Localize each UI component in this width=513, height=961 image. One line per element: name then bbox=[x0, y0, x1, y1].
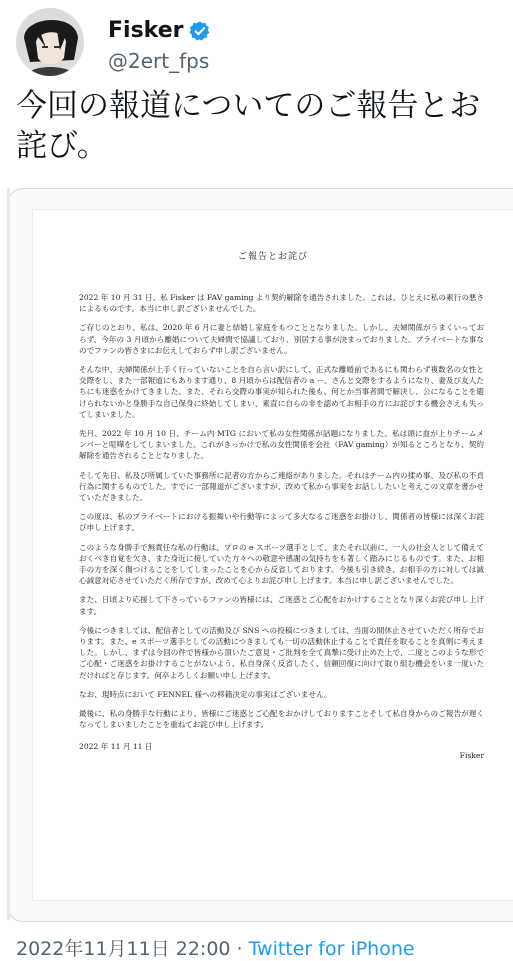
avatar-illustration-icon bbox=[16, 8, 84, 76]
document-date: 2022 年 11 月 11 日 bbox=[79, 741, 153, 751]
avatar[interactable] bbox=[16, 8, 84, 76]
document-title: ご報告とお詫び bbox=[237, 252, 308, 262]
document-paragraph: 先月、2022 年 10 月 10 日、チーム内 MTG において私の女性関係が話題になりました。私は頭に血が上りチームメンバーと喧嘩をしてしまいました。これがきっかけで私の女性関係を会社（FAV gaming）が知るところとなり、契約解除を通告されることとなりました。 bbox=[79, 429, 484, 461]
display-name-row[interactable] bbox=[108, 18, 211, 43]
tweet-source-link[interactable]: Twitter for iPhone bbox=[248, 938, 415, 960]
document-paragraph: 最後に、私の身勝手な行動により、皆様にご迷惑とご心配をおかけしておりますことそして私自身からのご報告が遅くなってしまいましたことを重ねてお詫び申し上げます。 bbox=[79, 709, 484, 730]
meta-separator: · bbox=[236, 938, 243, 960]
document-paragraph: また、日頃より応援して下さっているファンの皆様には、ご迷惑とご心配をおかけすることとなり深くお詫び申し上げます。 bbox=[79, 595, 484, 616]
tweet-text: 今回の報道についてのご報告とお詫び。 bbox=[16, 88, 481, 164]
document-paragraph: ご存じのとおり、私は、2020 年 6 月に妻と結婚し家庭をもつこととなりました。しかし、夫婦関係がうまくいっておらず、今年の 3 月頃から離婚について夫婦間で協議しており、別居する事が決まっておりました。プライベートな事なのでファンの皆さまにお伝えしておらず申し訳ございません。 bbox=[79, 323, 484, 355]
document-paragraph: そして先日、私及び所属していた事務所に記者の方からご連絡がありました。それはチーム内の揉め事、及び私の不貞行為に関するものでした。すでに一部報道がございますが、改めて私から事実をお話ししたいと考えこの文章を書かせていただきました。 bbox=[79, 470, 484, 503]
verified-badge-icon bbox=[189, 20, 211, 42]
apology-document-image bbox=[32, 209, 513, 901]
card-edge-divider bbox=[7, 188, 10, 920]
document-paragraph: なお、現時点において FENNEL 様への移籍決定の事実はございません。 bbox=[79, 689, 332, 699]
document-paragraph: 今後につきましては、配信者としての活動及び SNS への投稿につきましては、当面の間休止させていただく所存でおります。また、e スポーツ選手としての活動につきましても一切の活動休止することで責任を取ることを真剣に考えました。しかし、まずは今回の件で皆様から頂いたご意見・ご批判を全て真摯に受け止めた上で、二度とこのような形でご心配・ご迷惑をお掛けすることがないよう、私自身深く反省したく、信頼回復に向けて取り組む機会をいま一度いただければと存じます。何卒よろしくお願い申し上げます。 bbox=[79, 625, 484, 680]
document-paragraph: 2022 年 10 月 31 日、私 Fisker は FAV gaming より契約解除を通告されました。これは、ひとえに私の素行の悪さによるものです。本当に申し訳ございませんでした。 bbox=[79, 293, 484, 314]
document-paragraph: そんな中、夫婦関係が上手く行っていないことを自ら言い訳にして、正式な離婚前であるにも関わらず複数名の女性と交際をし、また一部報道にもあります通り、8 月頃からは配信者の a ー。さんと交際をするようになり、妻及び友人たちにも迷惑をかけてきました。また、それら交際の事実が知られた後も、何とか当事者間で解決し、公になることを避けられないかと身勝手な自己保身に終始してしまい、素直に自らの非を認めてお相手の方にお詫びする機会さえも失ってしまいました。 bbox=[79, 365, 484, 419]
document-paragraph: この度は、私のプライベートにおける振舞いや行動等によって多大なるご迷惑をお掛けし、関係者の皆様には深くお詫び申し上げます。 bbox=[79, 512, 484, 533]
document-body bbox=[79, 292, 484, 761]
document-paragraph: このような身勝手で無責任な私の行動は、プロの e スポーツ選手として、またそれ以前に、一人の社会人として備えておくべき自覚を欠き、また身近に接していた方々への敬意や感謝の気持ちをも著しく踏みにじるものです。また、お相手の方を深く傷つけることをしてしまったことを心から反省しております。今後も引き続き、お相手の方に対しては誠心誠意対応させていただく所存ですが、改めて心よりお詫び申し上げます。本当に申し訳ございませんでした。 bbox=[79, 542, 484, 586]
user-handle[interactable]: @2ert_fps bbox=[108, 49, 210, 73]
tweet-image-card[interactable] bbox=[7, 188, 513, 922]
tweet-meta bbox=[16, 934, 415, 961]
tweet-header bbox=[16, 8, 506, 80]
document-signature: Fisker bbox=[459, 750, 484, 760]
tweet-timestamp[interactable]: 2022年11月11日 22:00 bbox=[16, 938, 231, 960]
display-name[interactable]: Fisker bbox=[108, 18, 184, 43]
